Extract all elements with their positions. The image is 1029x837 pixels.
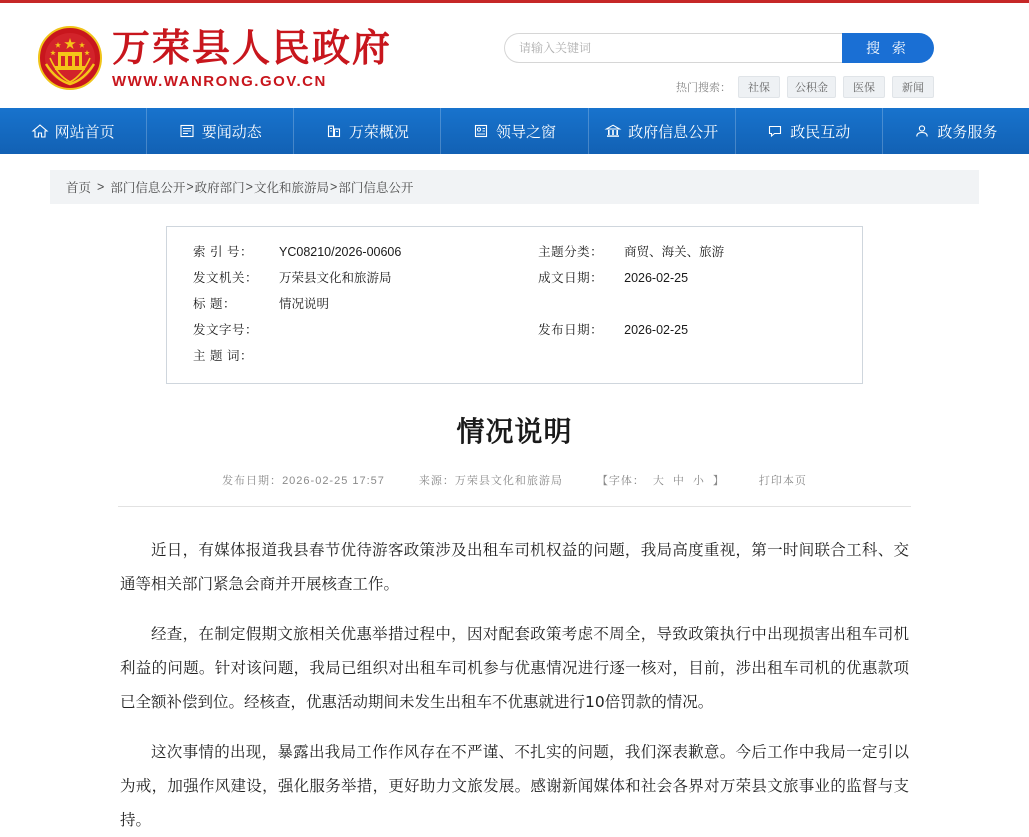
font-size-medium[interactable]: 中 bbox=[672, 475, 685, 487]
nav-item-interaction[interactable] bbox=[736, 108, 883, 154]
meta-key-issuer: 发文机关： bbox=[193, 271, 259, 285]
breadcrumb-item-gov-dept[interactable]: 政府部门 bbox=[194, 181, 245, 195]
breadcrumb-item-dept-disclosure[interactable]: 部门信息公开 bbox=[110, 181, 186, 195]
meta-row bbox=[193, 291, 836, 317]
home-icon bbox=[32, 123, 48, 139]
meta-row bbox=[193, 317, 836, 343]
meta-row bbox=[193, 239, 836, 265]
main-navigation bbox=[0, 108, 1029, 154]
article-paragraph-3: 这次事情的出现，暴露出我局工作作风存在不严谨、不扎实的问题，我们深表歉意。今后工作中我局一定引以为戒，加强作风建设，强化服务举措，更好助力文旅发展。感谢新闻媒体和社会各界对万荣县文旅事业的监督与支持。 bbox=[120, 743, 909, 829]
article-paragraph-1: 近日，有媒体报道我县春节优待游客政策涉及出租车司机权益的问题，我局高度重视，第一时间联合工科、交通等相关部门紧急会商并开展核查工作。 bbox=[120, 541, 909, 593]
meta-key-doc-number: 发文字号： bbox=[193, 323, 259, 337]
meta-value-written-date: 2026-02-25 bbox=[624, 271, 689, 285]
article-paragraph-2: 经查，在制定假期文旅相关优惠举措过程中，因对配套政策考虑不周全，导致政策执行中出现损害出租车司机利益的问题。针对该问题，我局已组织对出租车司机参与优惠情况进行逐一核对，目前，涉出租车司机的优惠款项已全额补偿到位。经核查，优惠活动期间未发生出租车不优惠就进行10倍罚款的情况。 bbox=[120, 625, 909, 711]
search-area bbox=[504, 33, 934, 98]
chat-icon bbox=[767, 123, 783, 139]
meta-key-blank-2 bbox=[538, 343, 624, 369]
publish-date-group bbox=[222, 472, 385, 488]
document-metadata-box bbox=[166, 226, 863, 384]
hot-tag-shebao[interactable]: 社保 bbox=[738, 76, 780, 98]
site-branding[interactable] bbox=[112, 25, 392, 90]
page-title: 情况说明 bbox=[456, 415, 573, 448]
meta-value-index: YC08210/2026-00606 bbox=[279, 245, 402, 259]
nav-label-interaction: 政民互动 bbox=[790, 123, 851, 141]
site-header bbox=[0, 0, 1029, 108]
meta-key-index: 索 引 号： bbox=[193, 245, 253, 259]
meta-value-doc-number bbox=[279, 317, 538, 343]
nav-item-disclosure[interactable] bbox=[589, 108, 736, 154]
print-page-link[interactable]: 打印本页 bbox=[758, 475, 807, 487]
meta-value-title: 情况说明 bbox=[279, 297, 330, 311]
nav-label-services: 政务服务 bbox=[937, 123, 998, 141]
user-icon bbox=[914, 123, 930, 139]
nav-item-news[interactable] bbox=[147, 108, 294, 154]
meta-key-written-date: 成文日期： bbox=[538, 271, 604, 285]
font-size-small[interactable]: 小 bbox=[692, 475, 705, 487]
publish-date-value: 2026-02-25 17:57 bbox=[282, 475, 385, 487]
meta-row bbox=[193, 265, 836, 291]
source-value: 万荣县文化和旅游局 bbox=[454, 475, 563, 487]
breadcrumb-wrapper bbox=[0, 154, 1029, 204]
building-icon bbox=[326, 123, 342, 139]
hot-search-label: 热门搜索： bbox=[676, 82, 731, 94]
hot-tag-yibao[interactable]: 医保 bbox=[843, 76, 885, 98]
nav-item-leaders[interactable] bbox=[441, 108, 588, 154]
font-size-switcher bbox=[597, 472, 725, 488]
meta-key-title: 标 题： bbox=[193, 297, 236, 311]
nav-label-overview: 万荣概况 bbox=[348, 123, 409, 141]
breadcrumb-separator: > bbox=[97, 180, 105, 194]
meta-value-category: 商贸、海关、旅游 bbox=[624, 245, 725, 259]
article bbox=[0, 410, 1029, 837]
font-size-close: 】 bbox=[712, 475, 725, 487]
article-submeta bbox=[80, 472, 949, 488]
hot-tag-gongjijin[interactable]: 公积金 bbox=[787, 76, 836, 98]
search-input[interactable] bbox=[504, 33, 842, 63]
meta-key-keywords: 主 题 词： bbox=[193, 349, 253, 363]
nav-item-services[interactable] bbox=[883, 108, 1029, 154]
site-title: 万荣县人民政府 bbox=[112, 25, 393, 70]
font-size-large[interactable]: 大 bbox=[652, 475, 665, 487]
podium-icon bbox=[473, 123, 489, 139]
breadcrumb-separator: > bbox=[186, 180, 194, 194]
hot-search-row bbox=[504, 76, 934, 98]
nav-item-home[interactable] bbox=[0, 108, 147, 154]
meta-key-publish-date: 发布日期： bbox=[538, 323, 604, 337]
meta-value-keywords bbox=[279, 343, 538, 369]
article-body bbox=[120, 533, 909, 837]
meta-value-blank-2 bbox=[624, 343, 836, 369]
news-icon bbox=[179, 123, 195, 139]
nav-label-disclosure: 政府信息公开 bbox=[628, 123, 719, 141]
font-size-label: 【字体： bbox=[596, 475, 645, 487]
meta-key-blank-1 bbox=[538, 291, 624, 317]
breadcrumb-item-culture-tourism[interactable]: 文化和旅游局 bbox=[253, 181, 329, 195]
nav-label-news: 要闻动态 bbox=[201, 123, 262, 141]
nav-label-leaders: 领导之窗 bbox=[495, 123, 556, 141]
national-emblem-icon bbox=[36, 24, 104, 92]
article-divider bbox=[118, 506, 911, 507]
breadcrumb-item-current[interactable]: 部门信息公开 bbox=[338, 181, 414, 195]
bank-icon bbox=[605, 123, 621, 139]
nav-item-overview[interactable] bbox=[294, 108, 441, 154]
publish-date-label: 发布日期： bbox=[222, 475, 283, 487]
breadcrumb-item-home[interactable]: 首页 bbox=[66, 181, 92, 195]
meta-value-issuer: 万荣县文化和旅游局 bbox=[279, 271, 392, 285]
nav-label-home: 网站首页 bbox=[54, 123, 115, 141]
search-button[interactable]: 搜 索 bbox=[842, 33, 934, 63]
meta-key-category: 主题分类： bbox=[538, 245, 604, 259]
meta-value-blank-1 bbox=[624, 291, 836, 317]
breadcrumb-separator: > bbox=[245, 180, 253, 194]
breadcrumb bbox=[50, 170, 979, 204]
source-label: 来源： bbox=[418, 475, 455, 487]
breadcrumb-separator: > bbox=[330, 180, 338, 194]
source-group bbox=[419, 472, 563, 488]
site-url: WWW.WANRONG.GOV.CN bbox=[112, 73, 327, 90]
meta-value-publish-date: 2026-02-25 bbox=[624, 323, 689, 337]
hot-tag-xinwen[interactable]: 新闻 bbox=[892, 76, 934, 98]
meta-row bbox=[193, 343, 836, 369]
